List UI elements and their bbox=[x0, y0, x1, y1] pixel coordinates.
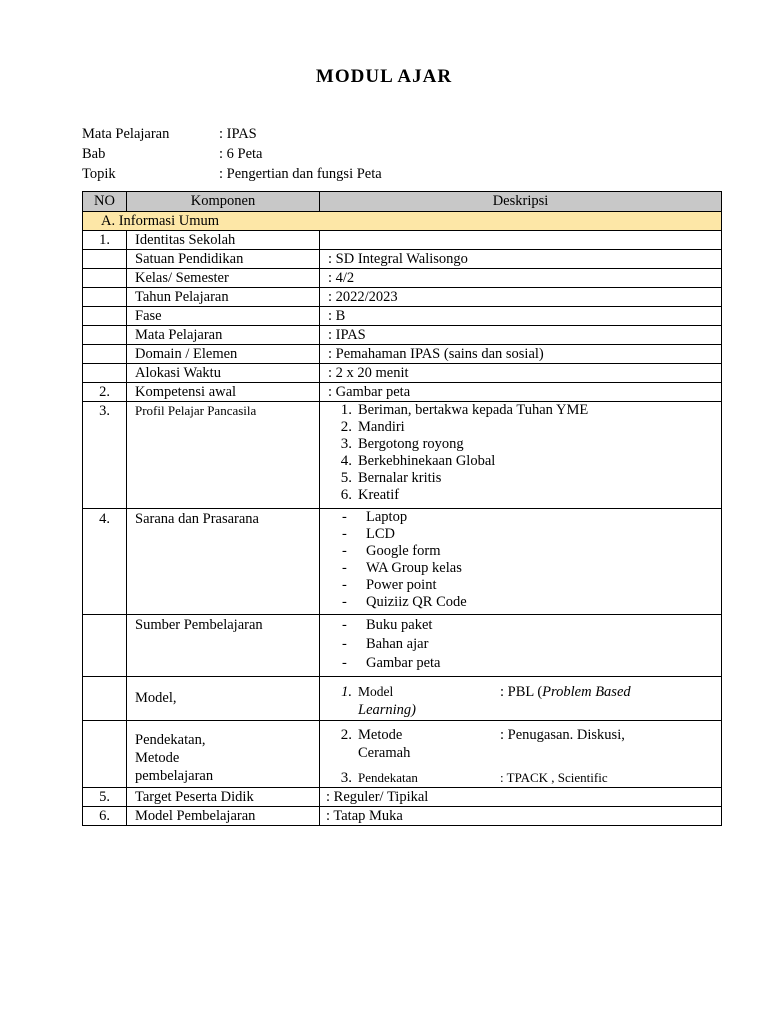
row-komponen: Mata Pelajaran bbox=[127, 326, 320, 345]
row-deskripsi: : B bbox=[320, 307, 722, 326]
row-komponen: Model, bbox=[127, 677, 320, 721]
row-komponen: Fase bbox=[127, 307, 320, 326]
list-item: 1. Beriman, bertakwa kepada Tuhan YME bbox=[340, 402, 589, 418]
row-komponen: Kompetensi awal bbox=[127, 383, 320, 402]
table-row bbox=[83, 807, 722, 826]
model-line: 1. Model : PBL (Problem Based bbox=[341, 684, 631, 700]
meta-key: Bab bbox=[82, 146, 106, 162]
table-row bbox=[83, 615, 722, 677]
sarana-list bbox=[328, 509, 721, 611]
table-row bbox=[83, 788, 722, 807]
row-deskripsi bbox=[320, 509, 722, 615]
row-deskripsi: : SD Integral Walisongo bbox=[320, 250, 722, 269]
list-item: 5. Bernalar kritis bbox=[340, 470, 442, 486]
row-deskripsi: : Reguler/ Tipikal bbox=[320, 788, 722, 807]
table-header-row bbox=[83, 192, 722, 212]
page-title: MODUL AJAR bbox=[315, 66, 453, 87]
header-deskripsi: Deskripsi bbox=[320, 192, 722, 212]
header-komponen: Komponen bbox=[127, 192, 320, 212]
row-komponen: Sarana dan Prasarana bbox=[127, 509, 320, 615]
row-deskripsi: : Gambar peta bbox=[320, 383, 722, 402]
list-item: 6. Kreatif bbox=[340, 487, 400, 503]
list-item: 4. Berkebhinekaan Global bbox=[340, 453, 496, 469]
row-deskripsi: : Tatap Muka bbox=[320, 807, 722, 826]
row-deskripsi bbox=[320, 231, 722, 250]
table-row bbox=[83, 364, 722, 383]
modul-table bbox=[82, 191, 722, 826]
table-row bbox=[83, 269, 722, 288]
list-item: - LCD bbox=[342, 526, 395, 542]
table-row bbox=[83, 677, 722, 721]
table-row bbox=[83, 288, 722, 307]
list-item: - Google form bbox=[342, 543, 441, 559]
list-item: - Power point bbox=[342, 577, 437, 593]
row-no: 4. bbox=[83, 509, 127, 615]
list-item: - Bahan ajar bbox=[342, 636, 429, 652]
row-no: 1. bbox=[83, 231, 127, 250]
meta-row bbox=[82, 164, 382, 184]
row-deskripsi: : 2022/2023 bbox=[320, 288, 722, 307]
row-deskripsi: : 4/2 bbox=[320, 269, 722, 288]
row-deskripsi bbox=[320, 402, 722, 509]
row-komponen: Alokasi Waktu bbox=[127, 364, 320, 383]
meta-row bbox=[82, 124, 382, 144]
row-komponen: Tahun Pelajaran bbox=[127, 288, 320, 307]
document-meta bbox=[82, 124, 382, 184]
row-komponen: Model Pembelajaran bbox=[127, 807, 320, 826]
meta-row bbox=[82, 144, 382, 164]
sumber-list bbox=[328, 615, 721, 673]
table-row bbox=[83, 402, 722, 509]
table-row bbox=[83, 250, 722, 269]
row-komponen: Target Peserta Didik bbox=[127, 788, 320, 807]
row-deskripsi: 2. Metode : Penugasan. Diskusi, Ceramah 3. Pendekatan : TPACK , Scientific bbox=[320, 721, 722, 788]
row-komponen: Satuan Pendidikan bbox=[127, 250, 320, 269]
row-deskripsi: : Pemahaman IPAS (sains dan sosial) bbox=[320, 345, 722, 364]
list-item: 2. Mandiri bbox=[340, 419, 405, 435]
table-row bbox=[83, 307, 722, 326]
header-no: NO bbox=[83, 192, 127, 212]
meta-key: Mata Pelajaran bbox=[82, 126, 170, 142]
row-no: 3. bbox=[83, 402, 127, 509]
pendekatan-line: 3. Pendekatan : TPACK , Scientific bbox=[340, 770, 608, 786]
list-item: - Gambar peta bbox=[342, 655, 441, 671]
row-komponen: Profil Pelajar Pancasila bbox=[127, 402, 320, 509]
table-row bbox=[83, 509, 722, 615]
section-title: A. Informasi Umum bbox=[83, 212, 722, 231]
table-row bbox=[83, 721, 722, 788]
meta-value: : 6 Peta bbox=[219, 146, 263, 162]
row-no: 2. bbox=[83, 383, 127, 402]
row-deskripsi: : 2 x 20 menit bbox=[320, 364, 722, 383]
row-deskripsi: : IPAS bbox=[320, 326, 722, 345]
list-item: - Laptop bbox=[342, 509, 408, 525]
row-komponen: Pendekatan, Metode pembelajaran bbox=[127, 721, 320, 788]
table-row bbox=[83, 345, 722, 364]
meta-value: : Pengertian dan fungsi Peta bbox=[219, 166, 382, 182]
table-row bbox=[83, 383, 722, 402]
row-komponen: Identitas Sekolah bbox=[127, 231, 320, 250]
row-komponen: Domain / Elemen bbox=[127, 345, 320, 364]
row-deskripsi: 1. Model : PBL (Problem Based Learning) bbox=[320, 677, 722, 721]
row-deskripsi bbox=[320, 615, 722, 677]
row-no: 5. bbox=[83, 788, 127, 807]
table-row bbox=[83, 231, 722, 250]
list-item: - WA Group kelas bbox=[342, 560, 462, 576]
meta-value: : IPAS bbox=[219, 126, 257, 142]
table-row bbox=[83, 326, 722, 345]
metode-line: 2. Metode : Penugasan. Diskusi, bbox=[340, 727, 625, 743]
meta-key: Topik bbox=[82, 166, 116, 182]
row-komponen: Sumber Pembelajaran bbox=[127, 615, 320, 677]
row-komponen: Kelas/ Semester bbox=[127, 269, 320, 288]
list-item: - Quiziiz QR Code bbox=[342, 594, 467, 610]
row-no: 6. bbox=[83, 807, 127, 826]
profil-list bbox=[328, 402, 721, 504]
section-row bbox=[83, 212, 722, 231]
list-item: - Buku paket bbox=[342, 617, 433, 633]
list-item: 3. Bergotong royong bbox=[340, 436, 464, 452]
